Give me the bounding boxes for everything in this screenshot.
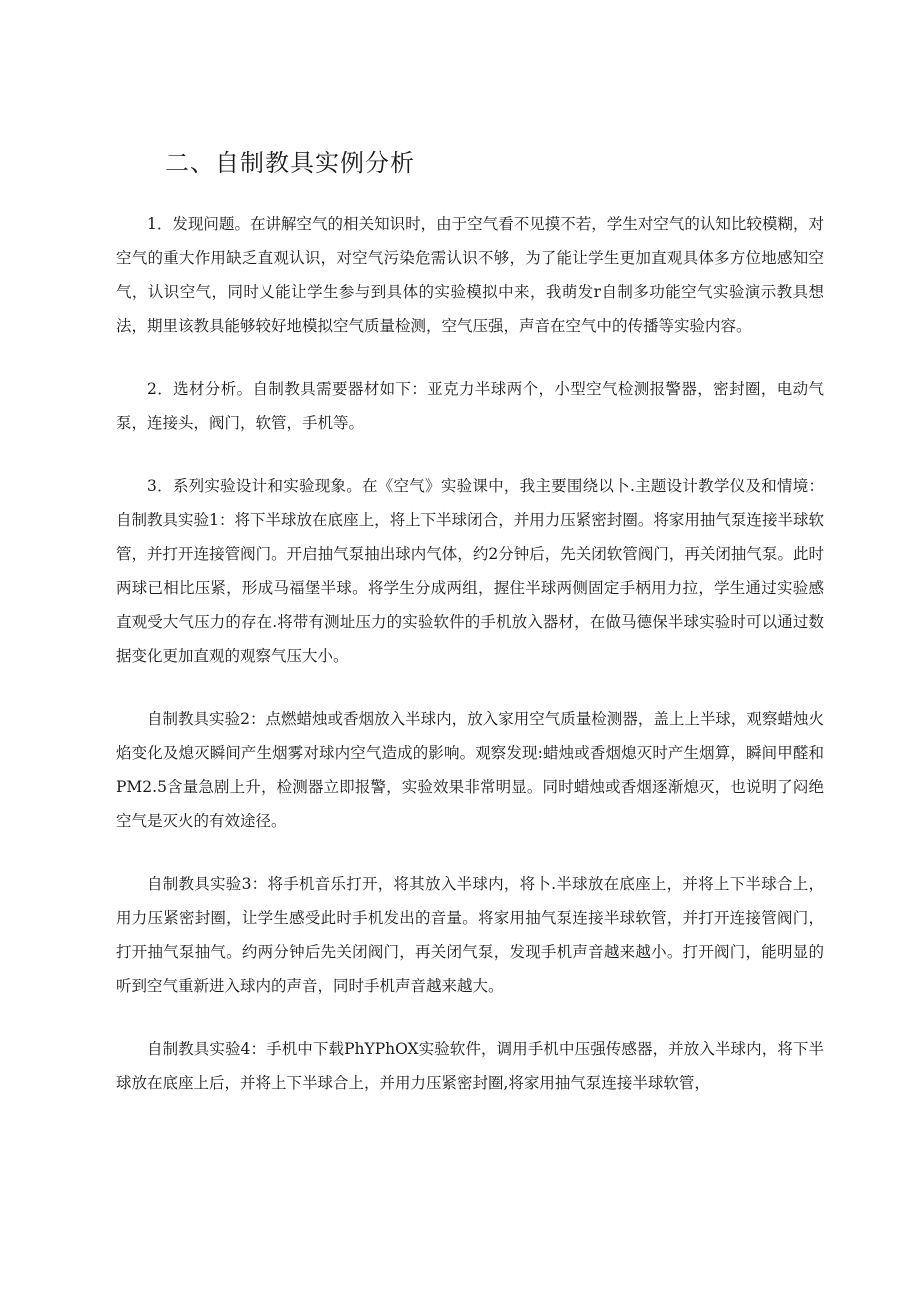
paragraph-discover-problem: 1．发现问题。在讲解空气的相关知识时，由于空气看不见摸不若，学生对空气的认知比较模糊，对空气的重大作用缺乏直观认识，对空气污染危需认识不够，为了能让学生更加直观具体多方位地感知空气，认识空气，同时乂能让学生参与到具体的实验模拟中来，我萌发r自制多功能空气实验演示教具想法，期里该教具能够较好地模拟空气质量检测，空气压强，声音在空气中的传播等实验内容。 bbox=[116, 215, 824, 335]
body-text bbox=[116, 207, 824, 1129]
section-title: 二、自制教具实例分析 bbox=[165, 149, 415, 177]
paragraph-experiment-2: 自制教具实验2：点燃蜡烛或香烟放入半球内，放入家用空气质量检测器，盖上上半球，观察蜡烛火焰变化及熄灭瞬间产生烟雾对球内空气造成的影响。观察发现:蜡烛或香烟熄灭时产生烟算，瞬间甲醛和PM2.5含量急剧上升，检测器立即报警，实验效果非常明显。同时蜡烛或香烟逐渐熄灭，也说明了闷绝空气是灭火的有效途径。 bbox=[116, 710, 824, 830]
paragraph-material-analysis: 2．选材分析。自制教具需要器材如下：亚克力半球两个，小型空气检测报警器，密封圈，电动气泵，连接头，阀门，软管，手机等。 bbox=[116, 380, 824, 432]
paragraph-experiment-3: 自制教具实验3：将手机音乐打开，将其放入半球内，将卜.半球放在底座上，并将上下半球合上，用力压紧密封圈，让学生感受此时手机发出的音量。将家用抽气泵连接半球软管，并打开连接管阀门，打开抽气泵抽气。约两分钟后先关闭阀门，再关闭气泵，发现手机声音越来越小。打开阀门，能明显的听到空气重新进入球内的声音，同时手机声音越来越大。 bbox=[116, 875, 824, 995]
paragraph-experiment-4: 自制教具实验4：手机中下载PhYPhOX实验软件，调用手机中压强传感器，并放入半球内，将下半球放在底座上后，并将上下半球合上，并用力压紧密封圈,将家用抽气泵连接半球软管， bbox=[116, 1040, 824, 1092]
paragraph-experiment-1: 3．系列实验设计和实验现象。在《空气》实验课中，我主要围绕以卜.主题设计教学仪及和情境：自制教具实验1：将下半球放在底座上，将上下半球闭合，并用力压紧密封圈。将家用抽气泵连接半球软管，并打开连接管阀门。开启抽气泵抽出球内气体，约2分钟后，先关闭软管阀门，再关闭抽气泵。此时两球已相比压紧，形成马福堡半球。将学生分成两组，握住半球两侧固定手柄用力拉，学生通过实验感直观受大气压力的存在.将带有测址压力的实验软件的手机放入器材，在做马德保半球实验时可以通过数据变化更加直观的观察气压大小。 bbox=[116, 477, 824, 665]
